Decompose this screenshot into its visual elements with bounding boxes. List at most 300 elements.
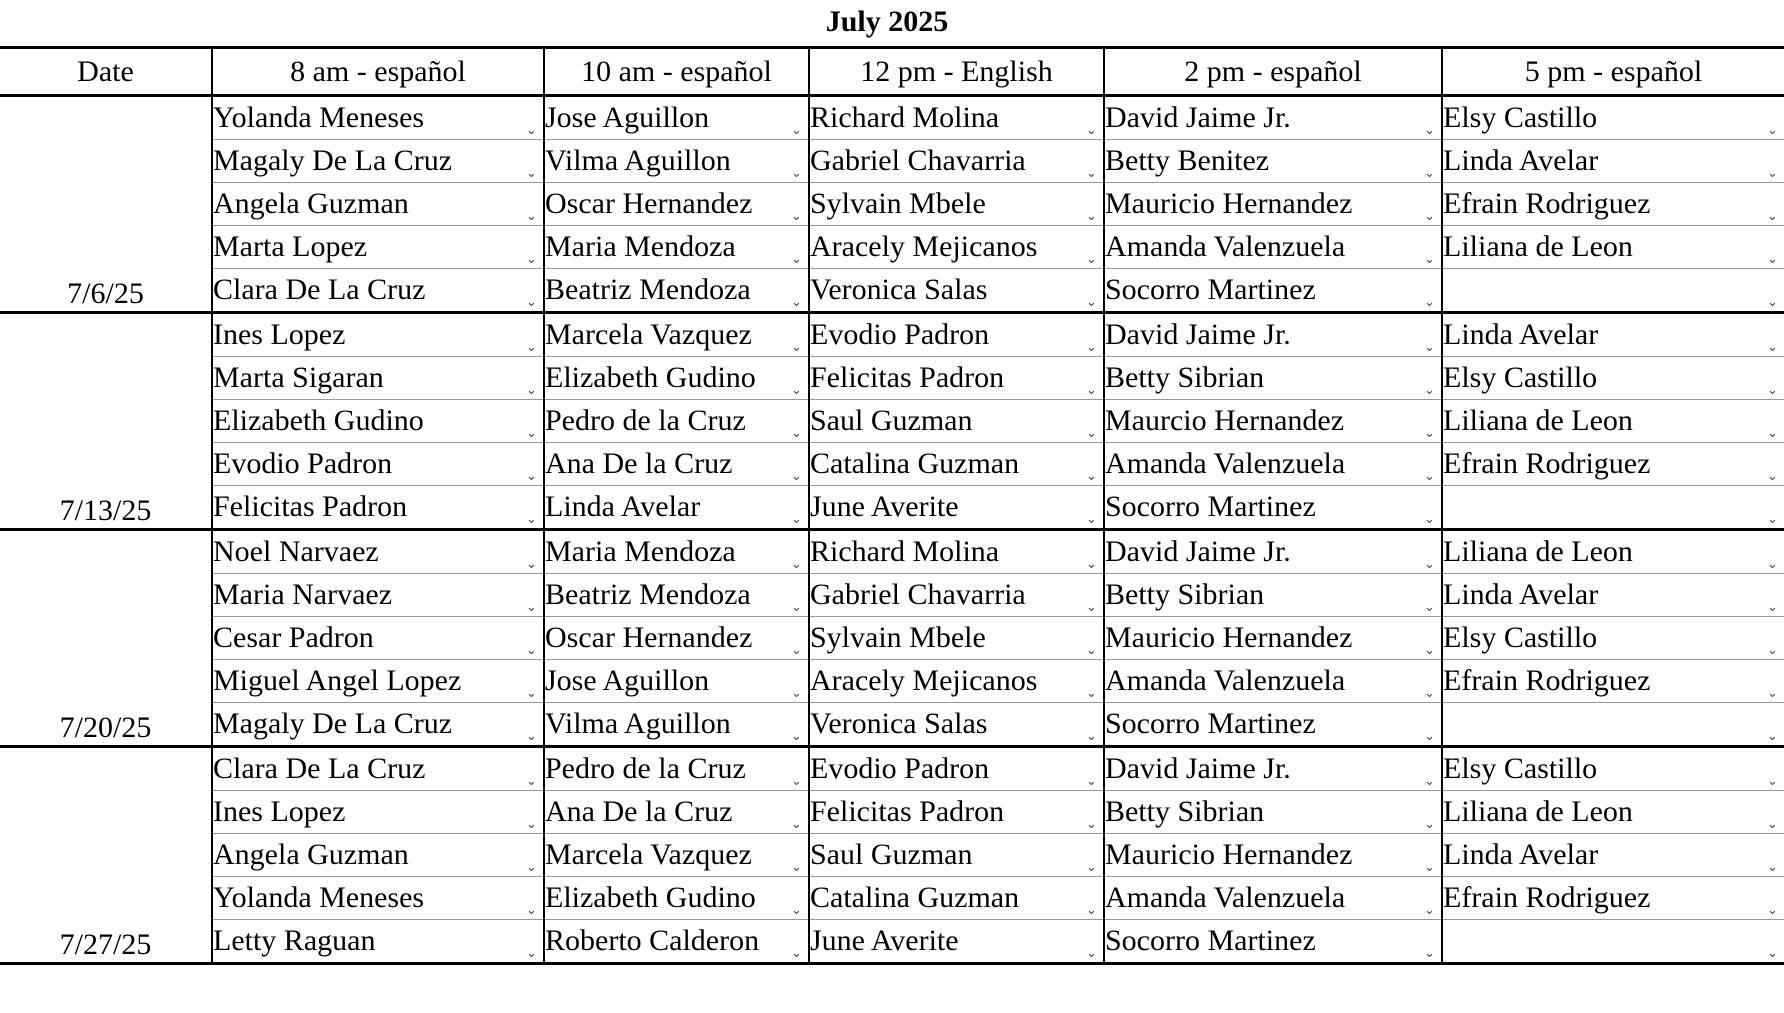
chevron-down-icon[interactable]: ⌄ (791, 469, 802, 484)
volunteer-name: Betty Sibrian (1105, 795, 1265, 828)
chevron-down-icon[interactable]: ⌄ (1424, 643, 1435, 658)
volunteer-select-12pm[interactable] (809, 877, 1104, 920)
table-row (0, 400, 1784, 443)
volunteer-select-2pm[interactable] (1104, 226, 1442, 269)
chevron-down-icon[interactable]: ⌄ (1424, 123, 1435, 138)
volunteer-select-8am[interactable] (212, 920, 544, 964)
chevron-down-icon[interactable]: ⌄ (791, 600, 802, 615)
volunteer-select-2pm[interactable] (1104, 443, 1442, 486)
chevron-down-icon[interactable]: ⌄ (1086, 643, 1097, 658)
chevron-down-icon[interactable]: ⌄ (791, 340, 802, 355)
chevron-down-icon[interactable]: ⌄ (791, 295, 802, 310)
volunteer-select-8am[interactable] (212, 530, 544, 574)
chevron-down-icon[interactable]: ⌄ (791, 774, 802, 789)
volunteer-name: Evodio Padron (810, 318, 990, 351)
volunteer-select-10am[interactable] (544, 486, 809, 530)
table-row (0, 269, 1784, 313)
chevron-down-icon[interactable]: ⌄ (1767, 600, 1778, 615)
chevron-down-icon[interactable]: ⌄ (1086, 512, 1097, 527)
column-header-12pm: 12 pm - English (809, 48, 1104, 96)
volunteer-select-5pm[interactable] (1442, 617, 1784, 660)
volunteer-select-2pm[interactable] (1104, 920, 1442, 964)
table-row (0, 140, 1784, 183)
chevron-down-icon[interactable]: ⌄ (1424, 166, 1435, 181)
table-row (0, 877, 1784, 920)
volunteer-name: Linda Avelar (1443, 144, 1599, 177)
volunteer-select-2pm[interactable] (1104, 791, 1442, 834)
volunteer-select-10am[interactable] (544, 269, 809, 313)
chevron-down-icon[interactable]: ⌄ (526, 512, 537, 527)
volunteer-select-5pm[interactable] (1442, 920, 1784, 964)
volunteer-select-5pm[interactable] (1442, 703, 1784, 747)
chevron-down-icon[interactable]: ⌄ (526, 774, 537, 789)
volunteer-name: Maurcio Hernandez (1105, 404, 1345, 437)
volunteer-name: Ines Lopez (213, 318, 346, 351)
volunteer-name: Veronica Salas (810, 707, 988, 740)
chevron-down-icon[interactable]: ⌄ (791, 903, 802, 918)
volunteer-name: Cesar Padron (213, 621, 374, 654)
chevron-down-icon[interactable]: ⌄ (1086, 166, 1097, 181)
chevron-down-icon[interactable]: ⌄ (1767, 903, 1778, 918)
volunteer-select-12pm[interactable] (809, 140, 1104, 183)
volunteer-select-5pm[interactable] (1442, 96, 1784, 140)
chevron-down-icon[interactable]: ⌄ (1767, 774, 1778, 789)
volunteer-select-10am[interactable] (544, 96, 809, 140)
volunteer-name: David Jaime Jr. (1105, 535, 1291, 568)
volunteer-select-12pm[interactable] (809, 703, 1104, 747)
chevron-down-icon[interactable]: ⌄ (1086, 383, 1097, 398)
table-row (0, 834, 1784, 877)
volunteer-select-2pm[interactable] (1104, 834, 1442, 877)
volunteer-select-2pm[interactable] (1104, 486, 1442, 530)
chevron-down-icon[interactable]: ⌄ (1424, 946, 1435, 961)
chevron-down-icon[interactable]: ⌄ (526, 340, 537, 355)
chevron-down-icon[interactable]: ⌄ (1086, 295, 1097, 310)
chevron-down-icon[interactable]: ⌄ (791, 860, 802, 875)
volunteer-select-8am[interactable] (212, 96, 544, 140)
volunteer-select-2pm[interactable] (1104, 703, 1442, 747)
volunteer-name: Clara De La Cruz (213, 752, 426, 785)
volunteer-select-5pm[interactable] (1442, 357, 1784, 400)
volunteer-select-12pm[interactable] (809, 660, 1104, 703)
volunteer-select-10am[interactable] (544, 703, 809, 747)
chevron-down-icon[interactable]: ⌄ (1086, 123, 1097, 138)
volunteer-name: Magaly De La Cruz (213, 144, 453, 177)
volunteer-name: Richard Molina (810, 101, 1000, 134)
table-row (0, 617, 1784, 660)
volunteer-name: Betty Sibrian (1105, 578, 1265, 611)
volunteer-select-10am[interactable] (544, 791, 809, 834)
volunteer-select-2pm[interactable] (1104, 617, 1442, 660)
chevron-down-icon[interactable]: ⌄ (791, 643, 802, 658)
volunteer-name: Mauricio Hernandez (1105, 621, 1353, 654)
chevron-down-icon[interactable]: ⌄ (526, 946, 537, 961)
volunteer-name: Miguel Angel Lopez (213, 664, 462, 697)
volunteer-select-12pm[interactable] (809, 443, 1104, 486)
page-title: July 2025 (825, 5, 949, 38)
volunteer-select-12pm[interactable] (809, 834, 1104, 877)
volunteer-name: Gabriel Chavarria (810, 578, 1026, 611)
volunteer-name: Amanda Valenzuela (1105, 664, 1346, 697)
table-row (0, 443, 1784, 486)
chevron-down-icon[interactable]: ⌄ (791, 383, 802, 398)
volunteer-name: Catalina Guzman (810, 447, 1020, 480)
chevron-down-icon[interactable]: ⌄ (526, 123, 537, 138)
volunteer-select-8am[interactable] (212, 834, 544, 877)
chevron-down-icon[interactable]: ⌄ (1424, 903, 1435, 918)
table-row (0, 226, 1784, 269)
volunteer-name: Evodio Padron (213, 447, 393, 480)
volunteer-select-10am[interactable] (544, 357, 809, 400)
volunteer-name: Felicitas Padron (213, 490, 408, 523)
chevron-down-icon[interactable]: ⌄ (526, 557, 537, 572)
volunteer-name: Marcela Vazquez (545, 838, 752, 871)
chevron-down-icon[interactable]: ⌄ (791, 729, 802, 744)
volunteer-select-5pm[interactable] (1442, 877, 1784, 920)
volunteer-select-10am[interactable] (544, 443, 809, 486)
volunteer-name: Beatriz Mendoza (545, 273, 751, 306)
volunteer-select-10am[interactable] (544, 660, 809, 703)
volunteer-select-5pm[interactable] (1442, 443, 1784, 486)
volunteer-select-8am[interactable] (212, 183, 544, 226)
chevron-down-icon[interactable]: ⌄ (526, 686, 537, 701)
volunteer-name: Elsy Castillo (1443, 101, 1598, 134)
chevron-down-icon[interactable]: ⌄ (1424, 295, 1435, 310)
chevron-down-icon[interactable]: ⌄ (526, 600, 537, 615)
volunteer-name: Socorro Martinez (1105, 707, 1316, 740)
chevron-down-icon[interactable]: ⌄ (1424, 252, 1435, 267)
volunteer-select-12pm[interactable] (809, 574, 1104, 617)
table-row (0, 183, 1784, 226)
volunteer-select-10am[interactable] (544, 574, 809, 617)
volunteer-name: Linda Avelar (1443, 578, 1599, 611)
chevron-down-icon[interactable]: ⌄ (791, 209, 802, 224)
chevron-down-icon[interactable]: ⌄ (1086, 774, 1097, 789)
volunteer-select-8am[interactable] (212, 617, 544, 660)
volunteer-name: David Jaime Jr. (1105, 318, 1291, 351)
chevron-down-icon[interactable]: ⌄ (1767, 557, 1778, 572)
volunteer-select-8am[interactable] (212, 140, 544, 183)
volunteer-select-12pm[interactable] (809, 313, 1104, 357)
volunteer-select-8am[interactable] (212, 269, 544, 313)
volunteer-select-10am[interactable] (544, 140, 809, 183)
chevron-down-icon[interactable]: ⌄ (1767, 340, 1778, 355)
volunteer-select-10am[interactable] (544, 834, 809, 877)
chevron-down-icon[interactable]: ⌄ (1767, 512, 1778, 527)
volunteer-name: Betty Sibrian (1105, 361, 1265, 394)
volunteer-name: Efrain Rodriguez (1443, 187, 1651, 220)
volunteer-name: Marta Lopez (213, 230, 368, 263)
volunteer-name: Amanda Valenzuela (1105, 881, 1346, 914)
volunteer-select-12pm[interactable] (809, 269, 1104, 313)
volunteer-select-8am[interactable] (212, 443, 544, 486)
volunteer-select-12pm[interactable] (809, 226, 1104, 269)
volunteer-select-5pm[interactable] (1442, 226, 1784, 269)
volunteer-name: Vilma Aguillon (545, 707, 731, 740)
volunteer-select-12pm[interactable] (809, 530, 1104, 574)
volunteer-name: Mauricio Hernandez (1105, 187, 1353, 220)
volunteer-name: Sylvain Mbele (810, 621, 986, 654)
volunteer-select-2pm[interactable] (1104, 313, 1442, 357)
volunteer-select-5pm[interactable] (1442, 400, 1784, 443)
chevron-down-icon[interactable]: ⌄ (1086, 252, 1097, 267)
volunteer-select-12pm[interactable] (809, 747, 1104, 791)
volunteer-select-8am[interactable] (212, 877, 544, 920)
volunteer-name: Jose Aguillon (545, 664, 710, 697)
chevron-down-icon[interactable]: ⌄ (791, 426, 802, 441)
chevron-down-icon[interactable]: ⌄ (1086, 557, 1097, 572)
volunteer-name: Elizabeth Gudino (213, 404, 424, 437)
volunteer-name: Yolanda Meneses (213, 881, 425, 914)
chevron-down-icon[interactable]: ⌄ (1424, 557, 1435, 572)
volunteer-select-10am[interactable] (544, 617, 809, 660)
volunteer-select-2pm[interactable] (1104, 140, 1442, 183)
volunteer-select-10am[interactable] (544, 400, 809, 443)
chevron-down-icon[interactable]: ⌄ (526, 252, 537, 267)
volunteer-select-2pm[interactable] (1104, 400, 1442, 443)
table-row (0, 530, 1784, 574)
volunteer-select-5pm[interactable] (1442, 660, 1784, 703)
chevron-down-icon[interactable]: ⌄ (1767, 817, 1778, 832)
volunteer-name: Aracely Mejicanos (810, 230, 1038, 263)
week-date: 7/20/25 (0, 530, 212, 747)
chevron-down-icon[interactable]: ⌄ (526, 383, 537, 398)
volunteer-select-8am[interactable] (212, 313, 544, 357)
chevron-down-icon[interactable]: ⌄ (1767, 209, 1778, 224)
column-header-5pm: 5 pm - español (1442, 48, 1784, 96)
header-row (0, 48, 1784, 96)
chevron-down-icon[interactable]: ⌄ (1086, 469, 1097, 484)
chevron-down-icon[interactable]: ⌄ (526, 209, 537, 224)
chevron-down-icon[interactable]: ⌄ (1086, 817, 1097, 832)
volunteer-select-5pm[interactable] (1442, 313, 1784, 357)
volunteer-select-2pm[interactable] (1104, 357, 1442, 400)
chevron-down-icon[interactable]: ⌄ (1086, 903, 1097, 918)
chevron-down-icon[interactable]: ⌄ (1767, 729, 1778, 744)
chevron-down-icon[interactable]: ⌄ (526, 903, 537, 918)
volunteer-name: Oscar Hernandez (545, 621, 753, 654)
chevron-down-icon[interactable]: ⌄ (1424, 774, 1435, 789)
chevron-down-icon[interactable]: ⌄ (1767, 946, 1778, 961)
volunteer-select-2pm[interactable] (1104, 574, 1442, 617)
volunteer-name: Efrain Rodriguez (1443, 664, 1651, 697)
table-row (0, 313, 1784, 357)
chevron-down-icon[interactable]: ⌄ (791, 946, 802, 961)
chevron-down-icon[interactable]: ⌄ (1424, 340, 1435, 355)
volunteer-name: Mauricio Hernandez (1105, 838, 1353, 871)
volunteer-name: Marcela Vazquez (545, 318, 752, 351)
volunteer-select-10am[interactable] (544, 313, 809, 357)
volunteer-name: Felicitas Padron (810, 361, 1005, 394)
chevron-down-icon[interactable]: ⌄ (526, 729, 537, 744)
volunteer-select-2pm[interactable] (1104, 877, 1442, 920)
volunteer-select-2pm[interactable] (1104, 269, 1442, 313)
chevron-down-icon[interactable]: ⌄ (791, 166, 802, 181)
volunteer-name: Ines Lopez (213, 795, 346, 828)
schedule-body (0, 96, 1784, 964)
volunteer-select-8am[interactable] (212, 660, 544, 703)
volunteer-select-5pm[interactable] (1442, 183, 1784, 226)
chevron-down-icon[interactable]: ⌄ (526, 426, 537, 441)
volunteer-name: Vilma Aguillon (545, 144, 731, 177)
chevron-down-icon[interactable]: ⌄ (1767, 123, 1778, 138)
chevron-down-icon[interactable]: ⌄ (1767, 686, 1778, 701)
volunteer-select-8am[interactable] (212, 747, 544, 791)
chevron-down-icon[interactable]: ⌄ (1767, 860, 1778, 875)
chevron-down-icon[interactable]: ⌄ (1767, 469, 1778, 484)
table-row (0, 357, 1784, 400)
volunteer-name: Richard Molina (810, 535, 1000, 568)
chevron-down-icon[interactable]: ⌄ (1767, 643, 1778, 658)
chevron-down-icon[interactable]: ⌄ (1086, 600, 1097, 615)
volunteer-select-10am[interactable] (544, 226, 809, 269)
volunteer-name: Yolanda Meneses (213, 101, 425, 134)
table-row (0, 747, 1784, 791)
volunteer-select-12pm[interactable] (809, 617, 1104, 660)
volunteer-name: Linda Avelar (1443, 318, 1599, 351)
chevron-down-icon[interactable]: ⌄ (791, 557, 802, 572)
volunteer-name: Aracely Mejicanos (810, 664, 1038, 697)
volunteer-select-12pm[interactable] (809, 357, 1104, 400)
chevron-down-icon[interactable]: ⌄ (1086, 686, 1097, 701)
volunteer-select-2pm[interactable] (1104, 530, 1442, 574)
chevron-down-icon[interactable]: ⌄ (1767, 426, 1778, 441)
chevron-down-icon[interactable]: ⌄ (791, 123, 802, 138)
chevron-down-icon[interactable]: ⌄ (1767, 252, 1778, 267)
chevron-down-icon[interactable]: ⌄ (1767, 166, 1778, 181)
volunteer-name: Liliana de Leon (1443, 535, 1633, 568)
volunteer-select-5pm[interactable] (1442, 834, 1784, 877)
volunteer-select-10am[interactable] (544, 877, 809, 920)
chevron-down-icon[interactable]: ⌄ (1767, 295, 1778, 310)
chevron-down-icon[interactable]: ⌄ (526, 469, 537, 484)
volunteer-select-8am[interactable] (212, 791, 544, 834)
chevron-down-icon[interactable]: ⌄ (1424, 383, 1435, 398)
table-row (0, 703, 1784, 747)
chevron-down-icon[interactable]: ⌄ (1086, 946, 1097, 961)
chevron-down-icon[interactable]: ⌄ (526, 817, 537, 832)
chevron-down-icon[interactable]: ⌄ (791, 817, 802, 832)
volunteer-select-5pm[interactable] (1442, 486, 1784, 530)
volunteer-select-12pm[interactable] (809, 791, 1104, 834)
volunteer-name: Roberto Calderon (545, 924, 760, 957)
chevron-down-icon[interactable]: ⌄ (791, 512, 802, 527)
volunteer-select-12pm[interactable] (809, 400, 1104, 443)
volunteer-select-12pm[interactable] (809, 96, 1104, 140)
chevron-down-icon[interactable]: ⌄ (1086, 729, 1097, 744)
chevron-down-icon[interactable]: ⌄ (1086, 860, 1097, 875)
chevron-down-icon[interactable]: ⌄ (1086, 340, 1097, 355)
volunteer-name: David Jaime Jr. (1105, 752, 1291, 785)
volunteer-name: Veronica Salas (810, 273, 988, 306)
volunteer-select-5pm[interactable] (1442, 269, 1784, 313)
volunteer-name: Saul Guzman (810, 404, 973, 437)
volunteer-select-8am[interactable] (212, 226, 544, 269)
volunteer-name: Socorro Martinez (1105, 924, 1316, 957)
chevron-down-icon[interactable]: ⌄ (1424, 686, 1435, 701)
chevron-down-icon[interactable]: ⌄ (791, 252, 802, 267)
chevron-down-icon[interactable]: ⌄ (1086, 426, 1097, 441)
volunteer-name: Liliana de Leon (1443, 404, 1633, 437)
volunteer-name: Maria Narvaez (213, 578, 393, 611)
volunteer-name: Saul Guzman (810, 838, 973, 871)
volunteer-name: Elsy Castillo (1443, 752, 1598, 785)
volunteer-select-12pm[interactable] (809, 183, 1104, 226)
table-row (0, 791, 1784, 834)
chevron-down-icon[interactable]: ⌄ (1424, 209, 1435, 224)
column-header-8am: 8 am - español (212, 48, 544, 96)
volunteer-select-10am[interactable] (544, 920, 809, 964)
chevron-down-icon[interactable]: ⌄ (791, 686, 802, 701)
volunteer-select-10am[interactable] (544, 747, 809, 791)
chevron-down-icon[interactable]: ⌄ (1424, 469, 1435, 484)
volunteer-select-5pm[interactable] (1442, 791, 1784, 834)
volunteer-name: Betty Benitez (1105, 144, 1270, 177)
volunteer-select-5pm[interactable] (1442, 574, 1784, 617)
volunteer-select-12pm[interactable] (809, 486, 1104, 530)
volunteer-select-8am[interactable] (212, 703, 544, 747)
volunteer-name: Elsy Castillo (1443, 361, 1598, 394)
volunteer-name: Beatriz Mendoza (545, 578, 751, 611)
volunteer-name: Sylvain Mbele (810, 187, 986, 220)
volunteer-select-10am[interactable] (544, 183, 809, 226)
volunteer-name: Pedro de la Cruz (545, 404, 746, 437)
volunteer-select-5pm[interactable] (1442, 747, 1784, 791)
volunteer-name: Jose Aguillon (545, 101, 710, 134)
volunteer-select-2pm[interactable] (1104, 96, 1442, 140)
week-date: 7/27/25 (0, 747, 212, 964)
chevron-down-icon[interactable]: ⌄ (1086, 209, 1097, 224)
volunteer-name: Elizabeth Gudino (545, 881, 756, 914)
chevron-down-icon[interactable]: ⌄ (1424, 426, 1435, 441)
volunteer-name: Socorro Martinez (1105, 490, 1316, 523)
volunteer-name: Clara De La Cruz (213, 273, 426, 306)
volunteer-name: Catalina Guzman (810, 881, 1020, 914)
volunteer-select-10am[interactable] (544, 530, 809, 574)
volunteer-select-8am[interactable] (212, 574, 544, 617)
chevron-down-icon[interactable]: ⌄ (1424, 817, 1435, 832)
chevron-down-icon[interactable]: ⌄ (1767, 383, 1778, 398)
volunteer-name: Linda Avelar (545, 490, 701, 523)
volunteer-name: Liliana de Leon (1443, 795, 1633, 828)
volunteer-select-12pm[interactable] (809, 920, 1104, 964)
chevron-down-icon[interactable]: ⌄ (526, 166, 537, 181)
volunteer-name: Ana De la Cruz (545, 795, 733, 828)
chevron-down-icon[interactable]: ⌄ (1424, 512, 1435, 527)
volunteer-select-5pm[interactable] (1442, 140, 1784, 183)
volunteer-select-2pm[interactable] (1104, 660, 1442, 703)
volunteer-name: Liliana de Leon (1443, 230, 1633, 263)
chevron-down-icon[interactable]: ⌄ (526, 860, 537, 875)
volunteer-select-5pm[interactable] (1442, 530, 1784, 574)
chevron-down-icon[interactable]: ⌄ (1424, 860, 1435, 875)
chevron-down-icon[interactable]: ⌄ (526, 295, 537, 310)
volunteer-select-8am[interactable] (212, 486, 544, 530)
chevron-down-icon[interactable]: ⌄ (1424, 600, 1435, 615)
volunteer-name: Evodio Padron (810, 752, 990, 785)
volunteer-name: Amanda Valenzuela (1105, 447, 1346, 480)
volunteer-select-8am[interactable] (212, 400, 544, 443)
volunteer-select-2pm[interactable] (1104, 183, 1442, 226)
week-date: 7/6/25 (0, 96, 212, 313)
chevron-down-icon[interactable]: ⌄ (526, 643, 537, 658)
volunteer-name: Noel Narvaez (213, 535, 379, 568)
volunteer-select-2pm[interactable] (1104, 747, 1442, 791)
chevron-down-icon[interactable]: ⌄ (1424, 729, 1435, 744)
volunteer-select-8am[interactable] (212, 357, 544, 400)
volunteer-name: June Averite (810, 490, 959, 523)
volunteer-name: Elsy Castillo (1443, 621, 1598, 654)
